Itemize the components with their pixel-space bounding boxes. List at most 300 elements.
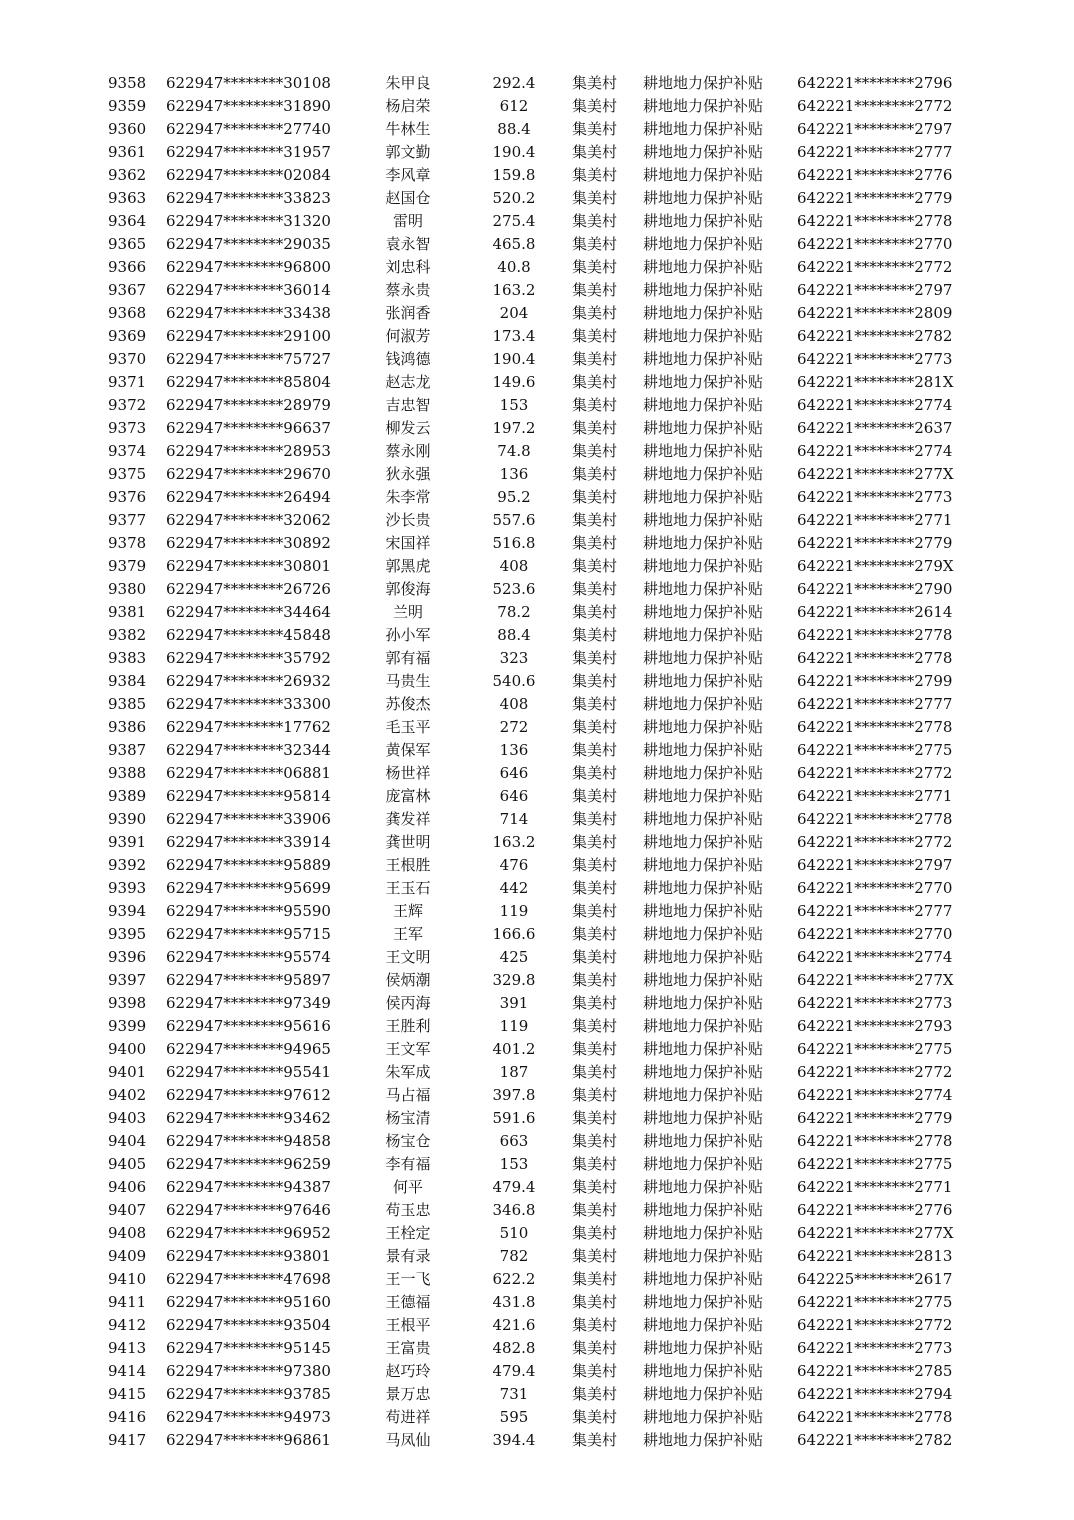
row-account: 622947********96861	[166, 1431, 331, 1449]
row-amount: 204	[499, 304, 529, 322]
row-account: 622947********95160	[166, 1293, 331, 1311]
row-account: 622947********75727	[166, 350, 331, 368]
row-amount: 401.2	[492, 1040, 536, 1058]
row-village: 集美村	[572, 281, 618, 299]
row-id-number: 642221********2775	[797, 1155, 953, 1173]
row-village: 集美村	[572, 833, 618, 851]
row-name: 王辉	[392, 902, 423, 920]
row-village: 集美村	[572, 1247, 618, 1265]
table-row	[0, 417, 1074, 440]
row-amount: 646	[499, 787, 529, 805]
row-name: 何淑芳	[385, 327, 431, 345]
row-village: 集美村	[572, 373, 618, 391]
row-account: 622947********26726	[166, 580, 331, 598]
row-name: 朱李常	[385, 488, 431, 506]
row-village: 集美村	[572, 741, 618, 759]
table-row	[0, 1383, 1074, 1406]
table-row	[0, 348, 1074, 371]
row-village: 集美村	[572, 925, 618, 943]
row-name: 赵巧玲	[385, 1362, 431, 1380]
row-account: 622947********31957	[166, 143, 331, 161]
row-amount: 516.8	[492, 534, 536, 552]
table-row	[0, 578, 1074, 601]
row-account: 622947********95616	[166, 1017, 331, 1035]
row-amount: 323	[499, 649, 529, 667]
row-subsidy-type: 耕地地力保护补贴	[643, 511, 764, 529]
table-row	[0, 762, 1074, 785]
row-village: 集美村	[572, 1316, 618, 1334]
row-subsidy-type: 耕地地力保护补贴	[643, 994, 764, 1012]
row-subsidy-type: 耕地地力保护补贴	[643, 212, 764, 230]
row-account: 622947********97380	[166, 1362, 331, 1380]
row-amount: 510	[499, 1224, 529, 1242]
row-amount: 275.4	[492, 212, 536, 230]
row-id-number: 642221********2777	[797, 143, 953, 161]
row-name: 王根胜	[385, 856, 431, 874]
row-subsidy-type: 耕地地力保护补贴	[643, 304, 764, 322]
row-seq: 9402	[108, 1086, 147, 1104]
table-row	[0, 325, 1074, 348]
row-name: 朱军成	[385, 1063, 431, 1081]
row-subsidy-type: 耕地地力保护补贴	[643, 1086, 764, 1104]
row-id-number: 642221********2774	[797, 948, 953, 966]
row-amount: 119	[499, 1017, 529, 1035]
row-name: 赵国仓	[385, 189, 431, 207]
table-row	[0, 302, 1074, 325]
row-id-number: 642221********2779	[797, 534, 953, 552]
row-amount: 40.8	[497, 258, 531, 276]
row-id-number: 642221********277X	[797, 1224, 954, 1242]
row-name: 王文军	[385, 1040, 431, 1058]
row-id-number: 642221********2637	[797, 419, 953, 437]
table-row	[0, 1291, 1074, 1314]
row-subsidy-type: 耕地地力保护补贴	[643, 281, 764, 299]
table-row	[0, 1061, 1074, 1084]
row-amount: 391	[499, 994, 529, 1012]
row-village: 集美村	[572, 1270, 618, 1288]
row-subsidy-type: 耕地地力保护补贴	[643, 557, 764, 575]
table-row	[0, 1199, 1074, 1222]
row-seq: 9403	[108, 1109, 147, 1127]
row-subsidy-type: 耕地地力保护补贴	[643, 1385, 764, 1403]
row-subsidy-type: 耕地地力保护补贴	[643, 1431, 764, 1449]
row-account: 622947********26494	[166, 488, 331, 506]
row-id-number: 642221********2813	[797, 1247, 953, 1265]
row-name: 蔡永贵	[385, 281, 431, 299]
row-village: 集美村	[572, 1224, 618, 1242]
row-amount: 190.4	[492, 350, 536, 368]
row-account: 622947********85804	[166, 373, 331, 391]
row-name: 李有福	[385, 1155, 431, 1173]
row-subsidy-type: 耕地地力保护补贴	[643, 971, 764, 989]
row-amount: 163.2	[492, 833, 536, 851]
row-id-number: 642221********2770	[797, 879, 953, 897]
row-amount: 149.6	[492, 373, 536, 391]
row-name: 王胜利	[385, 1017, 431, 1035]
row-account: 622947********35792	[166, 649, 331, 667]
row-seq: 9393	[108, 879, 147, 897]
row-amount: 612	[499, 97, 529, 115]
row-seq: 9391	[108, 833, 147, 851]
row-name: 赵志龙	[385, 373, 431, 391]
row-id-number: 642221********2794	[797, 1385, 953, 1403]
row-id-number: 642221********2779	[797, 1109, 953, 1127]
row-subsidy-type: 耕地地力保护补贴	[643, 580, 764, 598]
row-subsidy-type: 耕地地力保护补贴	[643, 442, 764, 460]
row-id-number: 642221********2775	[797, 1293, 953, 1311]
row-village: 集美村	[572, 74, 618, 92]
row-subsidy-type: 耕地地力保护补贴	[643, 1224, 764, 1242]
row-id-number: 642221********2778	[797, 718, 953, 736]
row-account: 622947********96259	[166, 1155, 331, 1173]
row-account: 622947********29100	[166, 327, 331, 345]
row-village: 集美村	[572, 1109, 618, 1127]
row-village: 集美村	[572, 1063, 618, 1081]
row-amount: 622.2	[492, 1270, 536, 1288]
row-subsidy-type: 耕地地力保护补贴	[643, 1132, 764, 1150]
row-id-number: 642221********2778	[797, 1132, 953, 1150]
row-account: 622947********95699	[166, 879, 331, 897]
row-subsidy-type: 耕地地力保护补贴	[643, 1270, 764, 1288]
row-seq: 9372	[108, 396, 147, 414]
table-row	[0, 1084, 1074, 1107]
row-account: 622947********06881	[166, 764, 331, 782]
row-subsidy-type: 耕地地力保护补贴	[643, 1017, 764, 1035]
row-seq: 9387	[108, 741, 147, 759]
row-village: 集美村	[572, 1017, 618, 1035]
row-name: 侯炳潮	[385, 971, 431, 989]
row-village: 集美村	[572, 1201, 618, 1219]
row-id-number: 642221********2772	[797, 764, 953, 782]
row-amount: 88.4	[497, 120, 531, 138]
row-name: 杨宝仓	[385, 1132, 431, 1150]
row-seq: 9392	[108, 856, 147, 874]
row-account: 622947********93785	[166, 1385, 331, 1403]
row-id-number: 642221********2779	[797, 189, 953, 207]
row-id-number: 642221********2772	[797, 97, 953, 115]
row-account: 622947********29670	[166, 465, 331, 483]
row-amount: 346.8	[492, 1201, 536, 1219]
row-village: 集美村	[572, 649, 618, 667]
row-amount: 425	[499, 948, 529, 966]
row-name: 李风章	[385, 166, 431, 184]
row-amount: 442	[499, 879, 529, 897]
row-seq: 9361	[108, 143, 147, 161]
row-amount: 476	[499, 856, 529, 874]
row-account: 622947********96800	[166, 258, 331, 276]
row-seq: 9399	[108, 1017, 147, 1035]
row-seq: 9359	[108, 97, 147, 115]
row-id-number: 642221********2772	[797, 1063, 953, 1081]
row-village: 集美村	[572, 557, 618, 575]
row-id-number: 642221********2772	[797, 833, 953, 851]
row-village: 集美村	[572, 1362, 618, 1380]
row-amount: 394.4	[492, 1431, 536, 1449]
row-seq: 9378	[108, 534, 147, 552]
row-subsidy-type: 耕地地力保护补贴	[643, 787, 764, 805]
row-id-number: 642221********2773	[797, 350, 953, 368]
row-name: 袁永智	[385, 235, 431, 253]
row-village: 集美村	[572, 396, 618, 414]
row-id-number: 642221********2772	[797, 1316, 953, 1334]
table-row	[0, 1268, 1074, 1291]
row-amount: 557.6	[492, 511, 536, 529]
row-seq: 9382	[108, 626, 147, 644]
row-id-number: 642221********2778	[797, 212, 953, 230]
row-village: 集美村	[572, 902, 618, 920]
table-row	[0, 601, 1074, 624]
row-name: 苟进祥	[385, 1408, 431, 1426]
row-id-number: 642221********279X	[797, 557, 954, 575]
row-subsidy-type: 耕地地力保护补贴	[643, 1040, 764, 1058]
row-amount: 292.4	[492, 74, 536, 92]
row-id-number: 642221********2771	[797, 1178, 953, 1196]
row-account: 622947********30801	[166, 557, 331, 575]
table-row	[0, 831, 1074, 854]
row-village: 集美村	[572, 948, 618, 966]
row-seq: 9384	[108, 672, 147, 690]
row-amount: 163.2	[492, 281, 536, 299]
row-account: 622947********34464	[166, 603, 331, 621]
row-name: 王军	[392, 925, 423, 943]
row-id-number: 642221********2775	[797, 741, 953, 759]
table-row	[0, 463, 1074, 486]
row-amount: 119	[499, 902, 529, 920]
row-subsidy-type: 耕地地力保护补贴	[643, 373, 764, 391]
row-seq: 9388	[108, 764, 147, 782]
row-account: 622947********95889	[166, 856, 331, 874]
row-subsidy-type: 耕地地力保护补贴	[643, 327, 764, 345]
row-subsidy-type: 耕地地力保护补贴	[643, 166, 764, 184]
row-id-number: 642221********2778	[797, 1408, 953, 1426]
row-account: 622947********97646	[166, 1201, 331, 1219]
row-amount: 153	[499, 1155, 529, 1173]
row-subsidy-type: 耕地地力保护补贴	[643, 1293, 764, 1311]
row-seq: 9374	[108, 442, 147, 460]
row-village: 集美村	[572, 1339, 618, 1357]
row-account: 622947********93801	[166, 1247, 331, 1265]
row-account: 622947********94858	[166, 1132, 331, 1150]
row-id-number: 642221********2793	[797, 1017, 953, 1035]
table-row	[0, 1222, 1074, 1245]
row-amount: 714	[499, 810, 529, 828]
row-seq: 9358	[108, 74, 147, 92]
row-id-number: 642221********2771	[797, 511, 953, 529]
row-account: 622947********95715	[166, 925, 331, 943]
row-account: 622947********17762	[166, 718, 331, 736]
row-amount: 479.4	[492, 1178, 536, 1196]
row-seq: 9362	[108, 166, 147, 184]
row-subsidy-type: 耕地地力保护补贴	[643, 718, 764, 736]
row-account: 622947********28979	[166, 396, 331, 414]
table-row	[0, 256, 1074, 279]
row-seq: 9377	[108, 511, 147, 529]
row-id-number: 642221********2775	[797, 1040, 953, 1058]
row-seq: 9371	[108, 373, 147, 391]
row-id-number: 642221********2796	[797, 74, 953, 92]
row-name: 景万忠	[385, 1385, 431, 1403]
row-village: 集美村	[572, 534, 618, 552]
table-row	[0, 233, 1074, 256]
table-row	[0, 532, 1074, 555]
row-name: 王玉石	[385, 879, 431, 897]
row-id-number: 642221********2809	[797, 304, 953, 322]
row-id-number: 642221********2778	[797, 649, 953, 667]
table-row	[0, 670, 1074, 693]
row-name: 孙小军	[385, 626, 431, 644]
row-name: 刘忠科	[385, 258, 431, 276]
row-seq: 9373	[108, 419, 147, 437]
row-seq: 9375	[108, 465, 147, 483]
row-subsidy-type: 耕地地力保护补贴	[643, 419, 764, 437]
row-village: 集美村	[572, 350, 618, 368]
row-village: 集美村	[572, 672, 618, 690]
row-name: 王栓定	[385, 1224, 431, 1242]
row-name: 朱甲良	[385, 74, 431, 92]
table-row	[0, 808, 1074, 831]
table-row	[0, 118, 1074, 141]
table-row	[0, 992, 1074, 1015]
row-village: 集美村	[572, 442, 618, 460]
table-row	[0, 555, 1074, 578]
row-amount: 197.2	[492, 419, 536, 437]
row-amount: 173.4	[492, 327, 536, 345]
row-name: 庞富林	[385, 787, 431, 805]
row-account: 622947********94965	[166, 1040, 331, 1058]
row-village: 集美村	[572, 718, 618, 736]
table-row	[0, 440, 1074, 463]
row-account: 622947********28953	[166, 442, 331, 460]
row-seq: 9394	[108, 902, 147, 920]
row-amount: 431.8	[492, 1293, 536, 1311]
row-seq: 9401	[108, 1063, 147, 1081]
row-village: 集美村	[572, 879, 618, 897]
row-amount: 329.8	[492, 971, 536, 989]
row-name: 黄保军	[385, 741, 431, 759]
row-id-number: 642221********2785	[797, 1362, 953, 1380]
row-name: 苏俊杰	[385, 695, 431, 713]
row-subsidy-type: 耕地地力保护补贴	[643, 120, 764, 138]
row-seq: 9412	[108, 1316, 147, 1334]
row-subsidy-type: 耕地地力保护补贴	[643, 672, 764, 690]
row-seq: 9380	[108, 580, 147, 598]
row-seq: 9386	[108, 718, 147, 736]
row-account: 622947********32062	[166, 511, 331, 529]
row-account: 622947********96952	[166, 1224, 331, 1242]
row-village: 集美村	[572, 994, 618, 1012]
row-subsidy-type: 耕地地力保护补贴	[643, 948, 764, 966]
row-id-number: 642221********2773	[797, 488, 953, 506]
row-seq: 9398	[108, 994, 147, 1012]
row-name: 柳发云	[385, 419, 431, 437]
row-seq: 9376	[108, 488, 147, 506]
row-name: 狄永强	[385, 465, 431, 483]
row-village: 集美村	[572, 971, 618, 989]
row-subsidy-type: 耕地地力保护补贴	[643, 1247, 764, 1265]
row-seq: 9405	[108, 1155, 147, 1173]
row-seq: 9370	[108, 350, 147, 368]
table-row	[0, 394, 1074, 417]
row-seq: 9379	[108, 557, 147, 575]
row-village: 集美村	[572, 1408, 618, 1426]
table-row	[0, 1360, 1074, 1383]
row-id-number: 642221********2777	[797, 695, 953, 713]
row-seq: 9390	[108, 810, 147, 828]
row-account: 622947********29035	[166, 235, 331, 253]
row-account: 622947********93504	[166, 1316, 331, 1334]
row-village: 集美村	[572, 1293, 618, 1311]
row-amount: 136	[499, 741, 529, 759]
row-village: 集美村	[572, 143, 618, 161]
row-seq: 9365	[108, 235, 147, 253]
row-subsidy-type: 耕地地力保护补贴	[643, 1362, 764, 1380]
row-seq: 9408	[108, 1224, 147, 1242]
row-amount: 408	[499, 695, 529, 713]
table-row	[0, 1337, 1074, 1360]
table-row	[0, 1245, 1074, 1268]
row-name: 吉忠智	[385, 396, 431, 414]
row-name: 王根平	[385, 1316, 431, 1334]
row-name: 王德福	[385, 1293, 431, 1311]
row-name: 杨世祥	[385, 764, 431, 782]
row-account: 622947********94387	[166, 1178, 331, 1196]
row-id-number: 642221********2773	[797, 994, 953, 1012]
row-id-number: 642221********2771	[797, 787, 953, 805]
row-subsidy-type: 耕地地力保护补贴	[643, 741, 764, 759]
row-subsidy-type: 耕地地力保护补贴	[643, 143, 764, 161]
table-row	[0, 693, 1074, 716]
row-amount: 540.6	[492, 672, 536, 690]
table-row	[0, 739, 1074, 762]
row-seq: 9417	[108, 1431, 147, 1449]
table-row	[0, 1406, 1074, 1429]
row-account: 622947********02084	[166, 166, 331, 184]
row-account: 622947********94973	[166, 1408, 331, 1426]
table-row	[0, 923, 1074, 946]
row-name: 杨启荣	[385, 97, 431, 115]
row-subsidy-type: 耕地地力保护补贴	[643, 856, 764, 874]
row-subsidy-type: 耕地地力保护补贴	[643, 764, 764, 782]
row-name: 杨宝清	[385, 1109, 431, 1127]
row-name: 马贵生	[385, 672, 431, 690]
row-amount: 153	[499, 396, 529, 414]
row-name: 张润香	[385, 304, 431, 322]
row-amount: 136	[499, 465, 529, 483]
row-id-number: 642221********2799	[797, 672, 953, 690]
row-village: 集美村	[572, 787, 618, 805]
row-village: 集美村	[572, 856, 618, 874]
row-amount: 78.2	[497, 603, 531, 621]
row-subsidy-type: 耕地地力保护补贴	[643, 97, 764, 115]
row-village: 集美村	[572, 419, 618, 437]
row-subsidy-type: 耕地地力保护补贴	[643, 626, 764, 644]
row-id-number: 642221********2777	[797, 902, 953, 920]
row-account: 622947********95145	[166, 1339, 331, 1357]
subsidy-table	[0, 72, 1074, 1452]
row-account: 622947********95897	[166, 971, 331, 989]
row-account: 622947********95541	[166, 1063, 331, 1081]
row-subsidy-type: 耕地地力保护补贴	[643, 1178, 764, 1196]
row-name: 龚世明	[385, 833, 431, 851]
row-village: 集美村	[572, 695, 618, 713]
table-row	[0, 647, 1074, 670]
table-row	[0, 1015, 1074, 1038]
row-subsidy-type: 耕地地力保护补贴	[643, 603, 764, 621]
row-village: 集美村	[572, 327, 618, 345]
row-subsidy-type: 耕地地力保护补贴	[643, 189, 764, 207]
row-village: 集美村	[572, 1040, 618, 1058]
row-amount: 166.6	[492, 925, 536, 943]
